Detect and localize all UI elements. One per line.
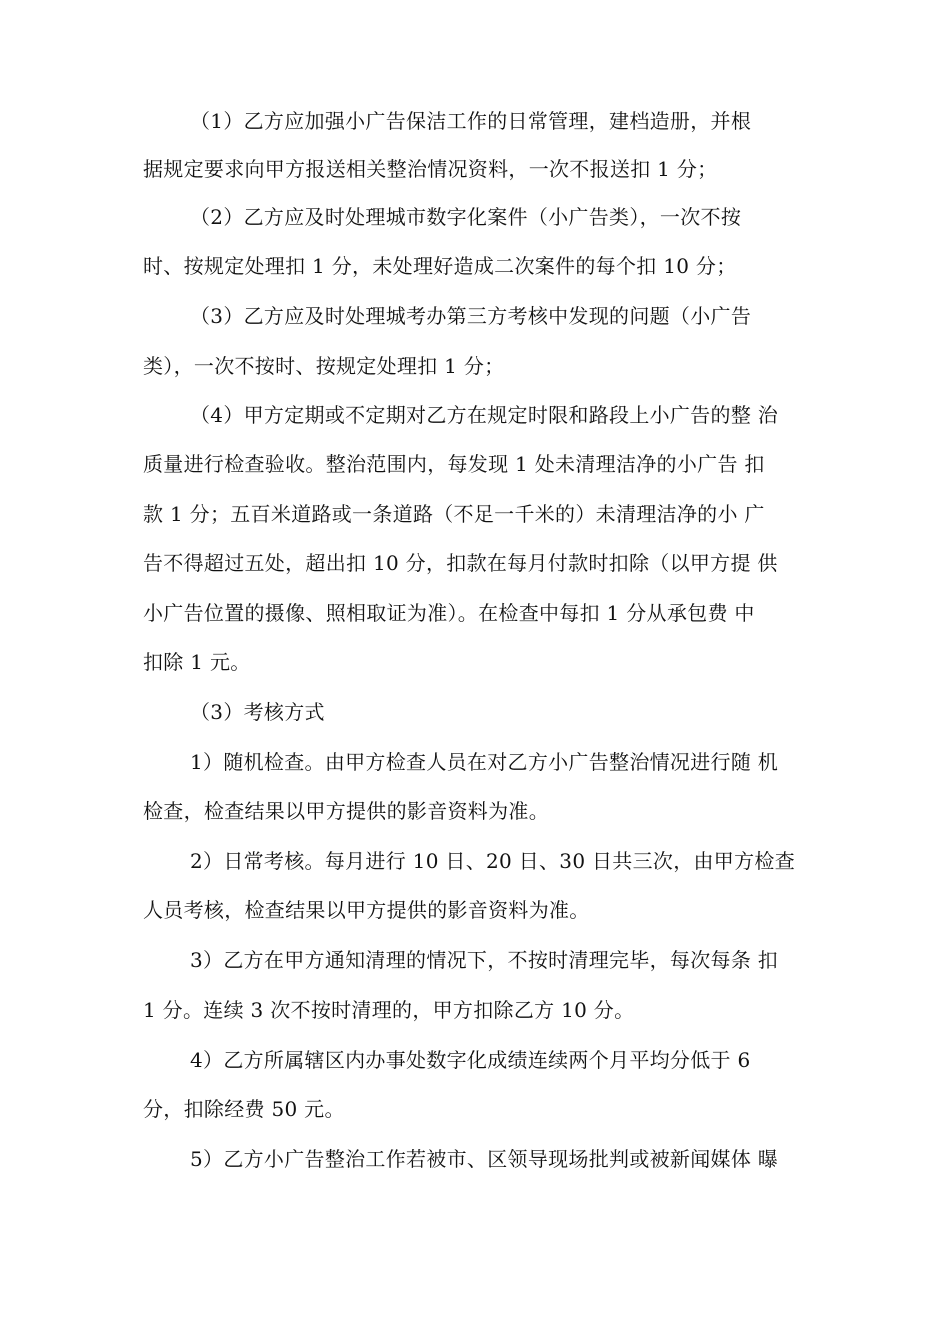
paragraph-3-line-2: 类），一次不按时、按规定处理扣 1 分； [143,354,505,378]
item-2-line-1: 2）日常考核。每月进行 10 日、20 日、30 日共三次，由甲方检查 [190,849,796,873]
paragraph-4-line-1: （4）甲方定期或不定期对乙方在规定时限和路段上小广告的整 治 [190,403,779,427]
item-2-line-2: 人员考核，检查结果以甲方提供的影音资料为准。 [143,898,590,922]
paragraph-1-line-1: （1）乙方应加强小广告保洁工作的日常管理，建档造册，并根 [190,109,752,133]
paragraph-2-line-2: 时、按规定处理扣 1 分，未处理好造成二次案件的每个扣 10 分； [143,254,737,278]
paragraph-2-line-1: （2）乙方应及时处理城市数字化案件（小广告类），一次不按 [190,205,742,229]
paragraph-4-line-3: 款 1 分；五百米道路或一条道路（不足一千米的）未清理洁净的小 广 [143,502,765,526]
item-1-line-2: 检查，检查结果以甲方提供的影音资料为准。 [143,799,549,823]
item-1-line-1: 1）随机检查。由甲方检查人员在对乙方小广告整治情况进行随 机 [190,750,779,774]
item-5-line-1: 5）乙方小广告整治工作若被市、区领导现场批判或被新闻媒体 曝 [190,1147,779,1171]
paragraph-4-line-2: 质量进行检查验收。整治范围内，每发现 1 处未清理洁净的小广告 扣 [143,452,765,476]
item-3-line-1: 3）乙方在甲方通知清理的情况下，不按时清理完毕，每次每条 扣 [190,948,779,972]
item-4-line-1: 4）乙方所属辖区内办事处数字化成绩连续两个月平均分低于 6 [190,1048,751,1072]
item-3-line-2: 1 分。连续 3 次不按时清理的，甲方扣除乙方 10 分。 [143,998,635,1022]
item-4-line-2: 分，扣除经费 50 元。 [143,1097,345,1121]
paragraph-4-line-5: 小广告位置的摄像、照相取证为准）。在检查中每扣 1 分从承包费 中 [143,601,755,625]
paragraph-1-line-2: 据规定要求向甲方报送相关整治情况资料，一次不报送扣 1 分； [143,157,718,181]
paragraph-3-line-1: （3）乙方应及时处理城考办第三方考核中发现的问题（小广告 [190,304,752,328]
section-heading: （3）考核方式 [190,700,325,724]
paragraph-4-line-6: 扣除 1 元。 [143,650,251,674]
paragraph-4-line-4: 告不得超过五处，超出扣 10 分，扣款在每月付款时扣除（以甲方提 供 [143,551,778,575]
